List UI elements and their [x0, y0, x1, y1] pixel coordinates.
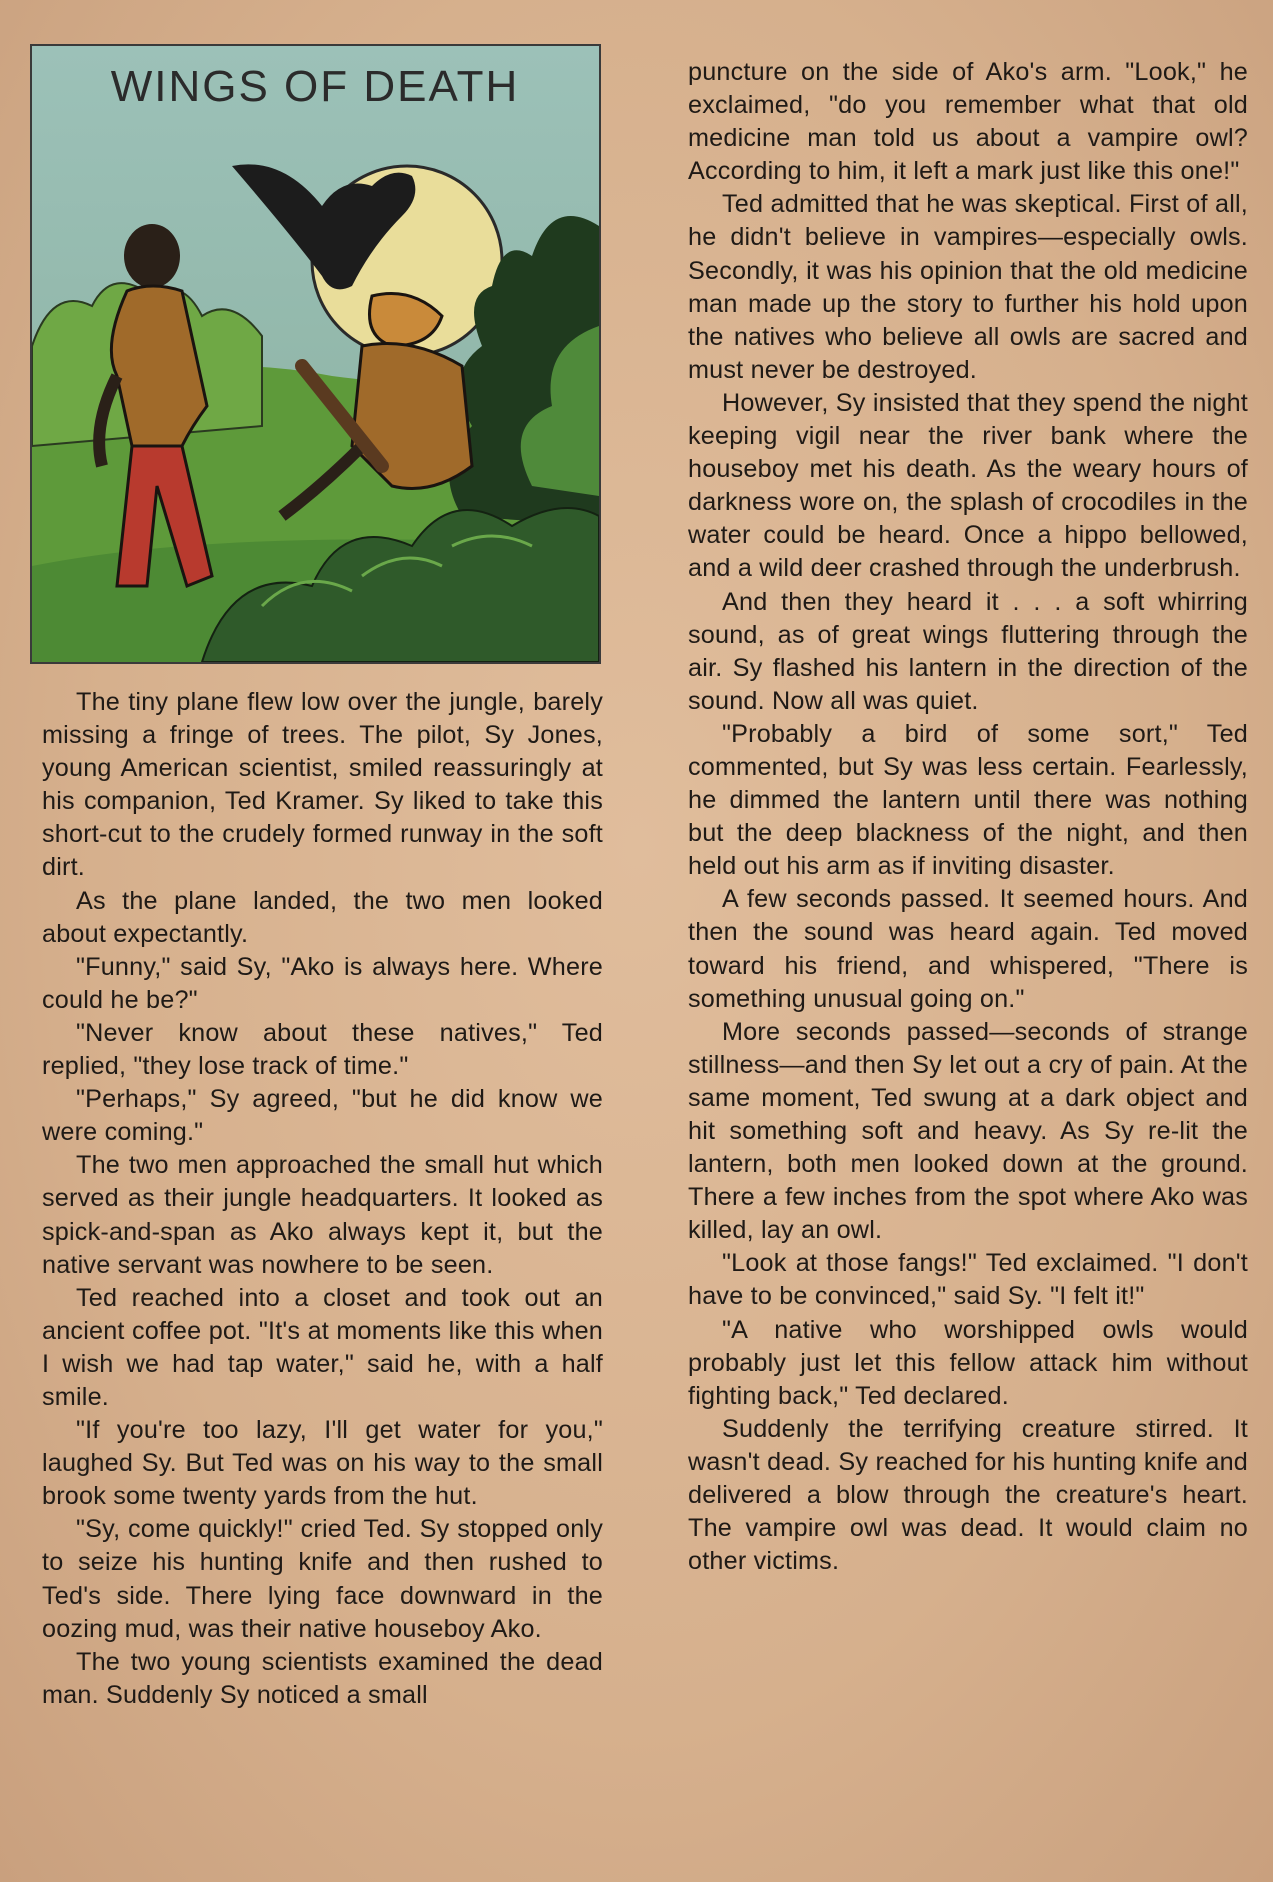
paragraph: "Funny," said Sy, "Ako is always here. Where could he be?"	[42, 952, 603, 1014]
paragraph: The two men approached the small hut which served as their jungle headquarters. It looked as spick-and-span as Ako always kept it, but the native servant was nowhere to be seen.	[42, 1151, 603, 1279]
paragraph: However, Sy insisted that they spend the night keeping vigil near the river bank where the houseboy met his death. As the weary hours of darkness wore on, the splash of crocodiles in the water could be heard. Once a hippo bellowed, and a wild deer crashed through the underbrush.	[688, 388, 1248, 583]
paragraph: Suddenly the terrifying creature stirred. It wasn't dead. Sy reached for his hunting knife and delivered a blow through the creature's heart. The vampire owl was dead. It would claim no other victims.	[688, 1414, 1248, 1576]
paragraph: "A native who worshipped owls would probably just let this fellow attack him without fighting back," Ted declared.	[688, 1315, 1248, 1410]
left-column	[42, 686, 603, 1712]
paragraph: "Perhaps," Sy agreed, "but he did know we were coming."	[42, 1085, 603, 1147]
paragraph: Ted reached into a closet and took out an ancient coffee pot. "It's at moments like this when I wish we had tap water," said he, with a half smile.	[42, 1283, 603, 1411]
illustration-art	[32, 46, 599, 662]
paragraph: More seconds passed—seconds of strange stillness—and then Sy let out a cry of pain. At the same moment, Ted swung at a dark object and hit something soft and heavy. As Sy re-lit the lantern, both men looked down at the ground. There a few inches from the spot where Ako was killed, lay an owl.	[688, 1017, 1248, 1245]
paragraph: "Never know about these natives," Ted replied, "they lose track of time."	[42, 1018, 603, 1081]
paragraph: And then they heard it . . . a soft whirring sound, as of great wings fluttering through the air. Sy flashed his lantern in the direction of the sound. Now all was quiet.	[688, 587, 1248, 715]
paragraph: Ted admitted that he was skeptical. First of all, he didn't believe in vampires—especially owls. Secondly, it was his opinion that the old medicine man made up the story to further his hold upon the natives who believe all owls are sacred and must never be destroyed.	[688, 190, 1248, 384]
right-column	[688, 56, 1248, 1578]
paragraph-continuation: puncture on the side of Ako's arm. "Look," he exclaimed, "do you remember what that old medicine man told us about a vampire owl? According to him, it left a mark just like this one!"	[688, 58, 1248, 186]
paragraph: "Probably a bird of some sort," Ted commented, but Sy was less certain. Fearlessly, he dimmed the lantern until there was nothing but the deep blackness of the night, and then held out his arm as if inviting disaster.	[688, 719, 1248, 881]
paragraph: "Look at those fangs!" Ted exclaimed. "I don't have to be convinced," said Sy. "I felt it!"	[688, 1249, 1248, 1311]
paragraph: The tiny plane flew low over the jungle, barely missing a fringe of trees. The pilot, Sy Jones, young American scientist, smiled reassuringly at his companion, Ted Kramer. Sy liked to take this short-cut to the crudely formed runway in the soft dirt.	[42, 688, 603, 882]
paragraph: The two young scientists examined the dead man. Suddenly Sy noticed a small	[42, 1647, 603, 1709]
story-illustration	[30, 44, 601, 664]
paragraph: As the plane landed, the two men looked about expectantly.	[42, 886, 603, 948]
story-title: WINGS OF DEATH	[110, 62, 520, 111]
paragraph: "Sy, come quickly!" cried Ted. Sy stopped only to seize his hunting knife and then rushed to Ted's side. There lying face downward in the oozing mud, was their native houseboy Ako.	[42, 1515, 603, 1643]
paragraph: A few seconds passed. It seemed hours. And then the sound was heard again. Ted moved toward his friend, and whispered, "There is something unusual going on."	[688, 885, 1248, 1013]
paragraph: "If you're too lazy, I'll get water for you," laughed Sy. But Ted was on his way to the small brook some twenty yards from the hut.	[42, 1416, 603, 1511]
